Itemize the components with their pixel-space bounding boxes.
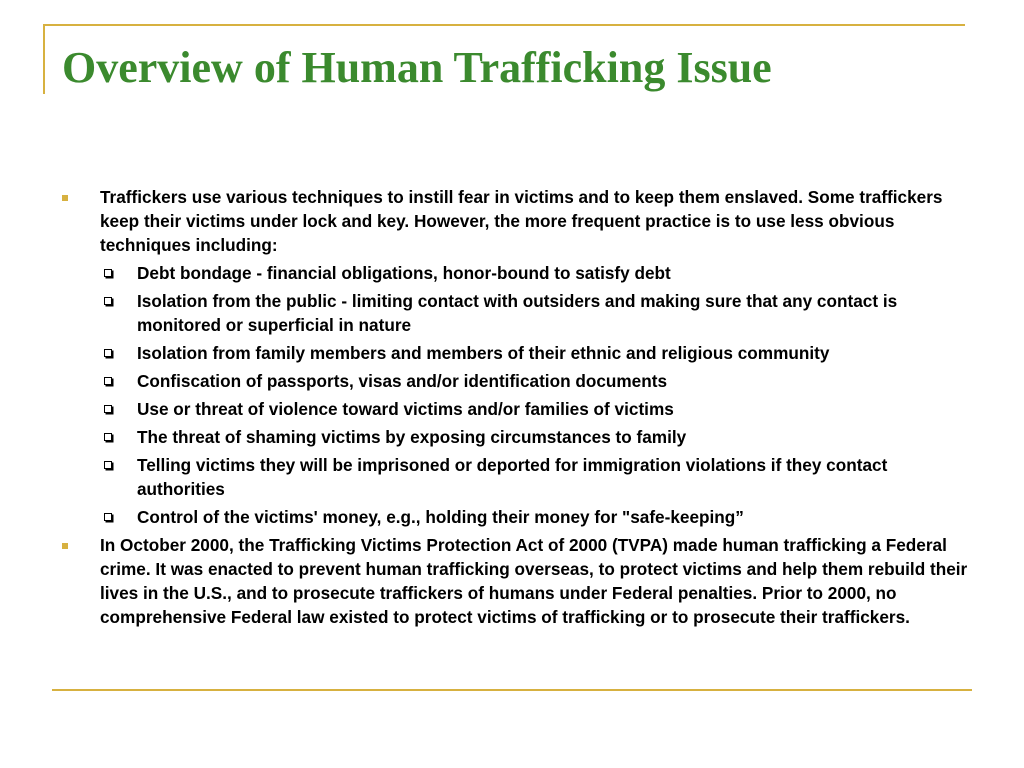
technique-sub-list: [100, 261, 972, 529]
hollow-square-bullet-icon: [104, 433, 112, 441]
square-bullet-icon: [62, 195, 68, 201]
sub-bullet-text: Control of the victims' money, e.g., holding their money for "safe-keeping”: [137, 507, 744, 527]
sub-bullet-item: [100, 425, 972, 449]
bullet-list: [62, 185, 972, 629]
slide-title: Overview of Human Trafficking Issue: [62, 43, 772, 92]
sub-bullet-text: Confiscation of passports, visas and/or identification documents: [137, 371, 668, 391]
sub-bullet-text: Telling victims they will be imprisoned or deported for immigration violations if they contact authorities: [137, 455, 888, 499]
sub-bullet-item: [100, 505, 972, 529]
slide-frame-top-line: [43, 24, 965, 26]
sub-bullet-item: [100, 369, 972, 393]
sub-bullet-text: Use or threat of violence toward victims and/or families of victims: [137, 399, 674, 419]
hollow-square-bullet-icon: [104, 377, 112, 385]
hollow-square-bullet-icon: [104, 405, 112, 413]
square-bullet-icon: [62, 543, 68, 549]
hollow-square-bullet-icon: [104, 513, 112, 521]
hollow-square-bullet-icon: [104, 269, 112, 277]
bullet-text: In October 2000, the Trafficking Victims Protection Act of 2000 (TVPA) made human trafficking a Federal crime. It was enacted to prevent human trafficking overseas, to protect victims and help them rebuild their lives in the U.S., and to prosecute traffickers of humans under Federal penalties. Prior to 2000, no comprehensive Federal law existed to protect victims of trafficking or to prosecute their traffickers.: [100, 535, 968, 627]
sub-bullet-item: [100, 397, 972, 421]
sub-bullet-item: [100, 289, 972, 337]
sub-bullet-text: Isolation from the public - limiting contact with outsiders and making sure that any contact is monitored or superficial in nature: [137, 291, 898, 335]
slide-body: [62, 185, 972, 629]
sub-bullet-text: Isolation from family members and members of their ethnic and religious community: [137, 343, 830, 363]
bullet-item-techniques: [62, 185, 972, 529]
hollow-square-bullet-icon: [104, 349, 112, 357]
slide-frame-left-line: [43, 24, 45, 94]
sub-bullet-text: Debt bondage - financial obligations, honor-bound to satisfy debt: [137, 263, 671, 283]
hollow-square-bullet-icon: [104, 297, 112, 305]
sub-bullet-text: The threat of shaming victims by exposing circumstances to family: [137, 427, 687, 447]
sub-bullet-item: [100, 341, 972, 365]
sub-bullet-item: [100, 453, 972, 501]
hollow-square-bullet-icon: [104, 461, 112, 469]
sub-bullet-item: [100, 261, 972, 285]
slide-bottom-rule: [52, 689, 972, 691]
bullet-item-tvpa: [62, 533, 972, 629]
bullet-text: Traffickers use various techniques to instill fear in victims and to keep them enslaved. Some traffickers keep their victims under lock and key. However, the more frequent practice is to use less obvious techniques including:: [100, 187, 943, 255]
